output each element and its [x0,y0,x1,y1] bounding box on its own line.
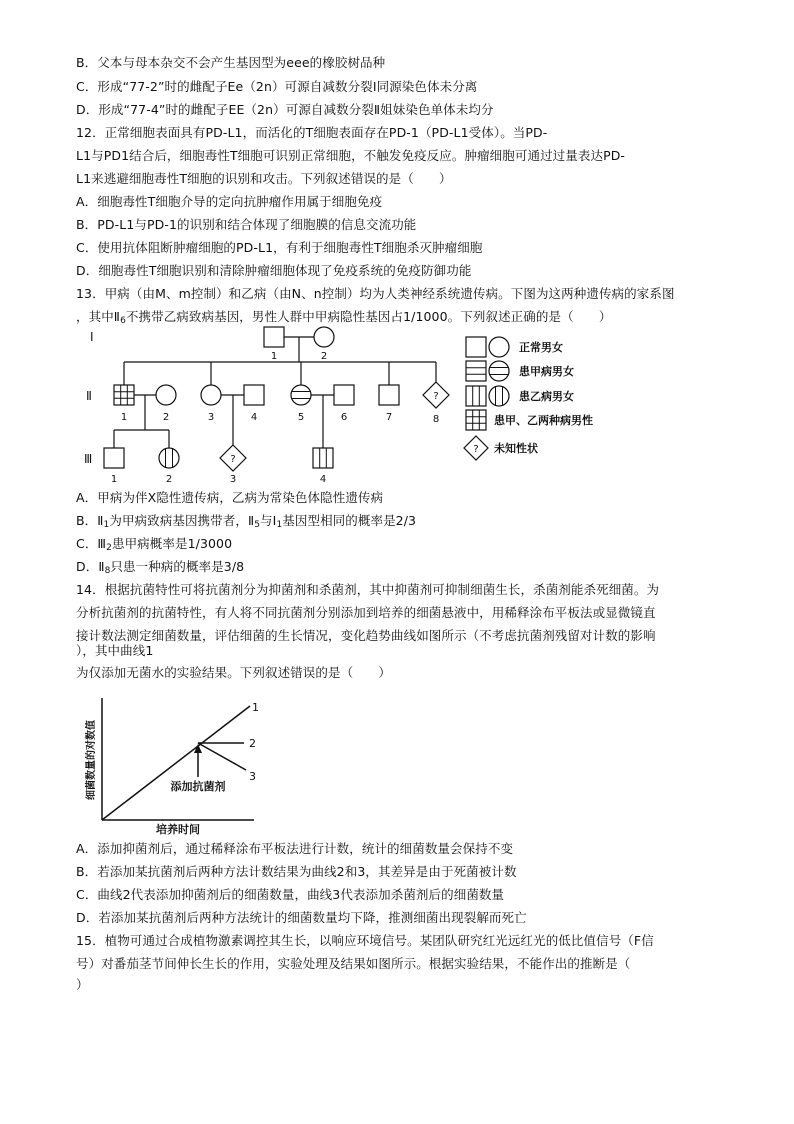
individual-II1 [114,385,134,405]
individual-III2 [159,446,179,470]
q11-option-c: C．形成“77-2”时的雌配子Ee（2n）可源自减数分裂Ⅰ同源染色体未分离 [76,79,478,94]
number-II5: 5 [297,412,305,423]
q12-stem-line-3: L1来逃避细胞毒性T细胞的识别和攻击。下列叙述错误的是（ ） [76,171,452,186]
number-II2: 2 [162,412,170,423]
individual-II8 [423,382,449,408]
q14-stem-line-1: 14．根据抗菌特性可将抗菌剂分为抑菌剂和杀菌剂，其中抑菌剂可抑制细菌生长，杀菌剂能杀死细菌。为 [76,582,660,597]
number-III1: 1 [110,474,118,485]
number-II1: 1 [120,412,128,423]
q11-option-d: D．形成“77-4”时的雌配子EE（2n）可源自减数分裂Ⅱ姐妹染色单体未均分 [76,102,494,117]
y-axis-label: 细菌数量的对数值 [86,720,97,800]
svg-text:患甲、乙两种病男性: 患甲、乙两种病男性 [494,414,593,427]
q12-option-d: D．细胞毒性T细胞识别和清除肿瘤细胞体现了免疫系统的免疫防御功能 [76,263,472,278]
number-I1: 1 [270,351,278,362]
q12-option-c: C．使用抗体阻断肿瘤细胞的PD-L1，有利于细胞毒性T细胞杀灭肿瘤细胞 [76,240,483,255]
individual-III4 [313,448,333,468]
number-III2: 2 [165,474,173,485]
individual-II4 [244,385,264,405]
q13-option-d: D．$Ⅱ_8$只患一种病的概率是3/8 [76,559,245,576]
generation-label-II: Ⅱ [86,389,92,403]
curve-3 [198,743,246,770]
svg-text:?: ? [433,391,439,402]
individual-III3 [220,445,246,471]
generation-label-III: Ⅲ [84,452,93,466]
q14-option-a: A．添加抑菌剂后，通过稀释涂布平板法进行计数，统计的细菌数量会保持不变 [76,841,514,856]
number-II8: 8 [432,414,440,425]
q15-stem-line-1: 15．植物可通过合成植物激素调控其生长，以响应环境信号。某团队研究红光远红光的低比值信号（F信 [76,933,654,948]
curve-1 [102,706,250,820]
q14-stem-line-5: 为仅添加无菌水的实验结果。下列叙述错误的是（ ） [76,665,392,680]
q14-stem-line-4: ），其中曲线1 [76,643,154,658]
curve-2-label: 2 [249,737,256,750]
curve-1-label: 1 [252,701,259,714]
q14-stem-line-2: 分析抗菌剂的抗菌特性，有人将不同抗菌剂分别添加到培养的细菌悬液中，用稀释涂布平板法或显微镜直 [76,605,656,620]
q15-stem-line-3: ） [76,977,89,992]
q12-stem-line-1: 12．正常细胞表面具有PD-L1，而活化的T细胞表面存在PD-1（PD-L1受体）。当PD- [76,125,548,140]
x-axis-label: 培养时间 [156,823,200,836]
q13-stem-line-2: ，其中$Ⅱ_6$不携带乙病致病基因，男性人群中甲病隐性基因占1/1000。下列叙述正确的是（ ） [76,309,612,326]
growth-curve-graph [82,690,282,840]
individual-II2 [156,385,176,405]
individual-II7 [379,385,399,405]
number-I2: 2 [320,351,328,362]
individual-II6 [334,385,354,405]
svg-text:患乙病男女: 患乙病男女 [519,390,574,403]
q12-stem-line-2: L1与PD1结合后，细胞毒性T细胞可识别正常细胞，不触发免疫反应。肿瘤细胞可通过过量表达PD- [76,148,626,163]
individual-II5 [289,385,313,405]
number-II3: 3 [207,412,215,423]
arrow-label: 添加抗菌剂 [170,780,226,793]
svg-text:未知性状: 未知性状 [494,442,538,455]
individual-I2 [314,327,334,347]
number-II7: 7 [385,412,393,423]
individual-III1 [104,448,124,468]
individual-I1 [264,327,284,347]
q11-option-b: B．父本与母本杂交不会产生基因型为eee的橡胶树品种 [76,55,386,70]
q12-option-b: B．PD-L1与PD-1的识别和结合体现了细胞膜的信息交流功能 [76,217,417,232]
q15-stem-line-2: 号）对番茄茎节间伸长生长的作用，实验处理及结果如图所示。根据实验结果，不能作出的推断是（ [76,956,631,971]
q13-stem-line-1: 13．甲病（由M、m控制）和乙病（由N、n控制）均为人类神经系统遗传病。下图为这两种遗传病的家系图 [76,286,675,301]
number-II6: 6 [340,412,348,423]
individual-II3 [201,385,221,405]
curve-3-label: 3 [249,770,256,783]
q13-option-c: C．$Ⅲ_2$患甲病概率是1/3000 [76,536,233,553]
q14-option-b: B．若添加某抗菌剂后两种方法计数结果为曲线2和3，其差异是由于死菌被计数 [76,864,517,879]
svg-text:?: ? [230,454,236,465]
svg-text:患甲病男女: 患甲病男女 [519,365,574,378]
svg-text:正常男女: 正常男女 [519,341,563,354]
svg-text:?: ? [473,444,479,455]
q14-option-c: C．曲线2代表添加抑菌剂后的细菌数量，曲线3代表添加杀菌剂后的细菌数量 [76,887,505,902]
q13-option-a: A．甲病为伴X隐性遗传病，乙病为常染色体隐性遗传病 [76,490,384,505]
q13-option-b: B．$Ⅱ_1$为甲病致病基因携带者，$Ⅱ_5$与$Ⅰ_1$基因型相同的概率是2/3 [76,513,417,530]
number-III4: 4 [319,474,327,485]
generation-label-I: Ⅰ [90,330,94,344]
pedigree-legend [464,337,593,460]
q12-option-a: A．细胞毒性T细胞介导的定向抗肿瘤作用属于细胞免疫 [76,194,383,209]
number-II4: 4 [250,412,258,423]
number-III3: 3 [229,474,237,485]
q14-stem-line-3: 接计数法测定细菌数量，评估细菌的生长情况，变化趋势曲线如图所示（不考虑抗菌剂残留对计数的影响 [76,628,656,643]
q14-option-d: D．若添加某抗菌剂后两种方法统计的细菌数量均下降，推测细菌出现裂解而死亡 [76,910,527,925]
pedigree-chart [76,320,636,490]
